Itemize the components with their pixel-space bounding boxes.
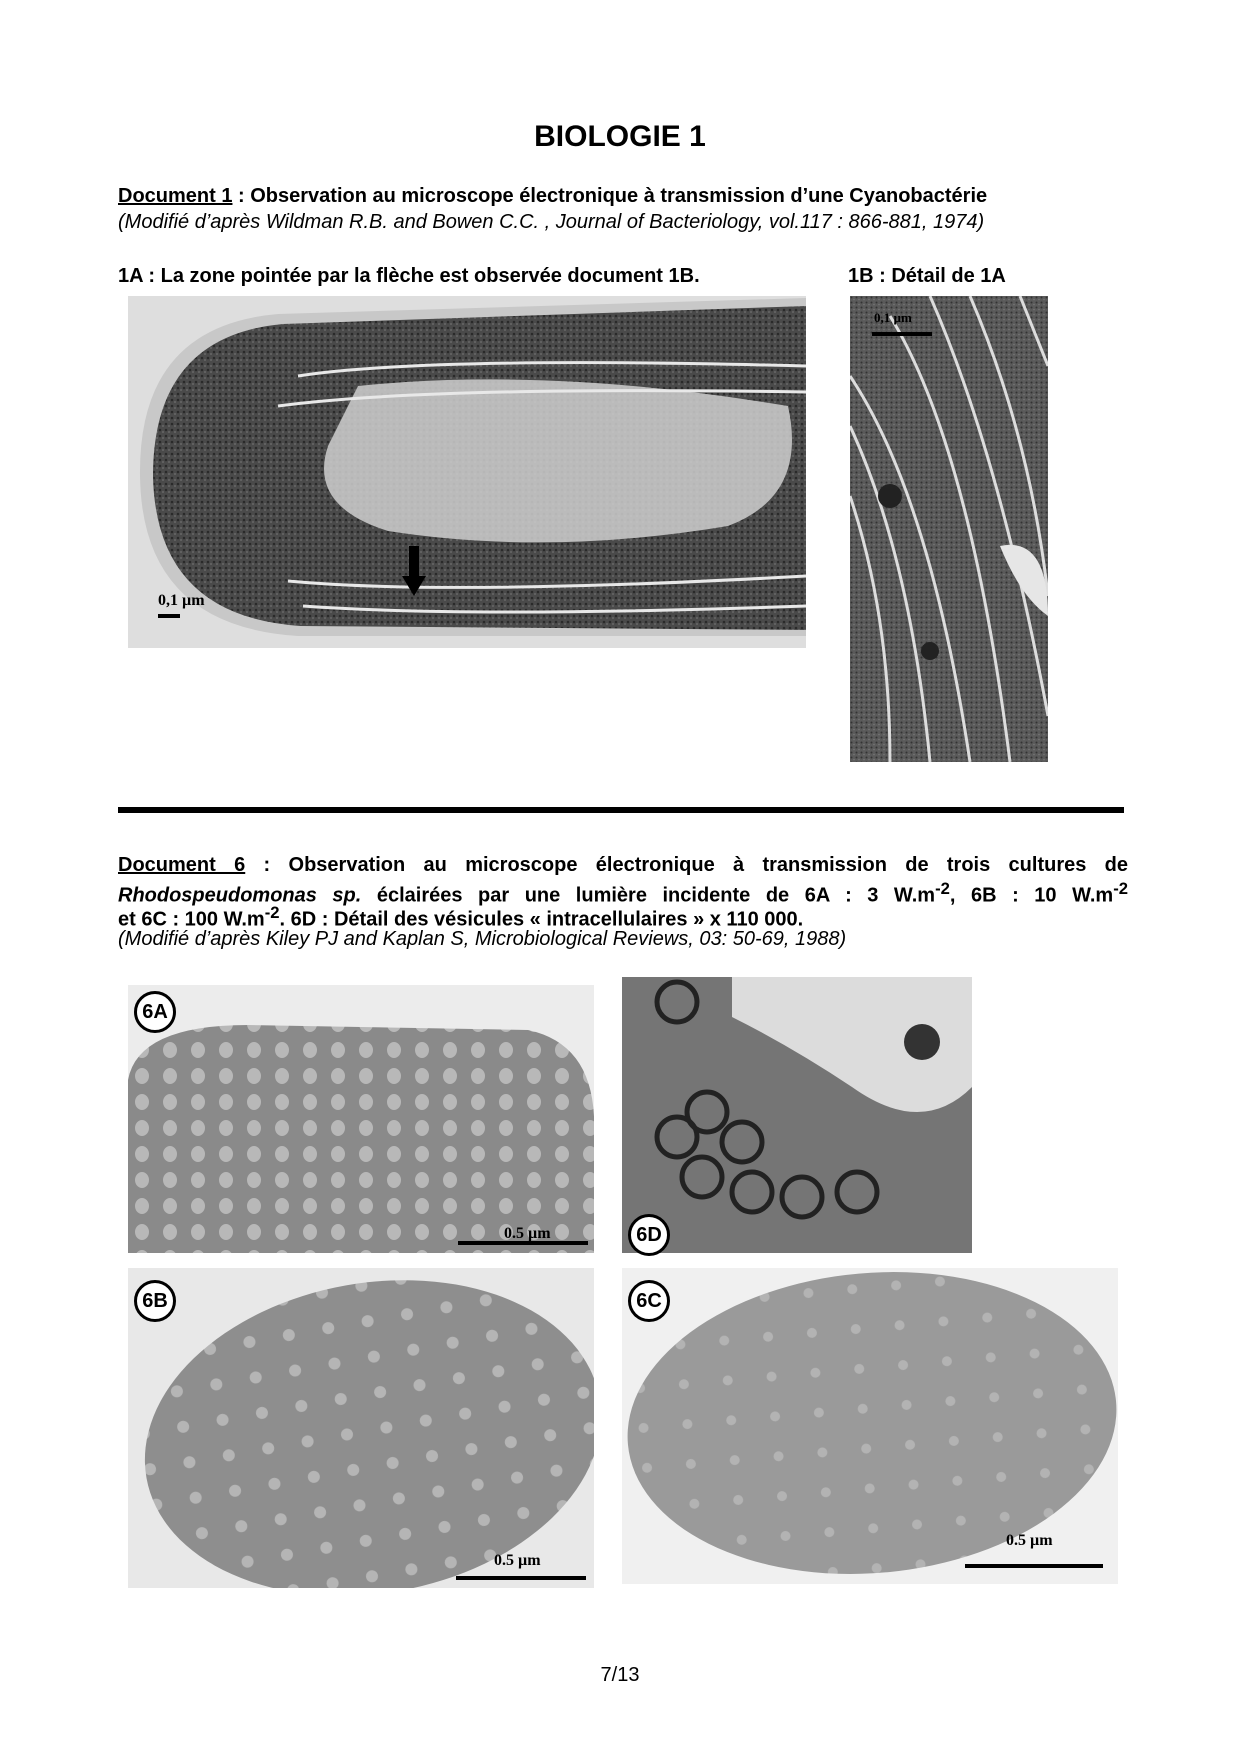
panel-6d-micrograph: [622, 977, 972, 1253]
panel-6a-badge: 6A: [134, 991, 176, 1033]
heading-text: , 6B : 10 W.m: [949, 884, 1114, 907]
page-number: 7/13: [600, 1664, 640, 1686]
heading-text: éclairées par une lumière incidente de 6A : 3 W.m: [361, 884, 936, 907]
panel-6a-scale-label: 0.5 µm: [504, 1225, 551, 1242]
panel-6a-micrograph: [128, 985, 594, 1253]
exponent: -2: [1113, 879, 1128, 898]
thylakoid-detail-image: [850, 296, 1048, 762]
panel-1b-micrograph: [850, 296, 1048, 762]
exponent: -2: [935, 879, 950, 898]
cyanobacterium-cell-image: [128, 296, 806, 648]
panel-6c-scale-label: 0.5 µm: [1006, 1532, 1053, 1549]
vesicle-detail-image: [622, 977, 972, 1253]
heading-text: . 6D : Détail des vésicules « intracellulaires » x 110 000.: [279, 908, 804, 931]
cell-6a-image: [128, 985, 594, 1253]
panel-6d-badge: 6D: [628, 1214, 670, 1256]
panel-1b-caption: 1B : Détail de 1A: [848, 265, 1006, 287]
document-1-label: Document 1: [118, 185, 233, 207]
panel-1b-scale-label: 0,1 µm: [874, 310, 912, 325]
document-6-citation: (Modifié d’après Kiley PJ and Kaplan S, Microbiological Reviews, 03: 50-69, 1988): [118, 928, 847, 950]
panel-6c-badge: 6C: [628, 1280, 670, 1322]
page-title: BIOLOGIE 1: [534, 120, 706, 153]
heading-text: et 6C : 100 W.m: [118, 908, 265, 931]
document-6-label: Document 6: [118, 854, 246, 876]
document-1-heading: [118, 184, 1128, 208]
panel-6b-badge: 6B: [134, 1280, 176, 1322]
panel-6b-micrograph: [128, 1268, 594, 1588]
panel-1a-micrograph: [128, 296, 806, 648]
document-1-title: : Observation au microscope électronique à transmission d’une Cyanobactérie: [232, 185, 988, 207]
cell-6b-image: [128, 1268, 594, 1588]
panel-1a-scale-label: 0,1 µm: [158, 592, 205, 609]
section-divider: [118, 807, 1124, 813]
exponent: -2: [264, 903, 280, 922]
document-6-title: : Observation au microscope électronique à transmission de trois cultures de: [245, 854, 1129, 876]
species-name: Rhodospeudomonas sp.: [118, 884, 362, 907]
panel-6b-scale-label: 0.5 µm: [494, 1552, 541, 1569]
document-6-heading-line-1: [118, 853, 1128, 877]
document-1-citation: (Modifié d’après Wildman R.B. and Bowen C.C. , Journal of Bacteriology, vol.117 : 866-881, 1974): [118, 211, 985, 233]
panel-1a-caption: 1A : La zone pointée par la flèche est observée document 1B.: [118, 265, 700, 287]
